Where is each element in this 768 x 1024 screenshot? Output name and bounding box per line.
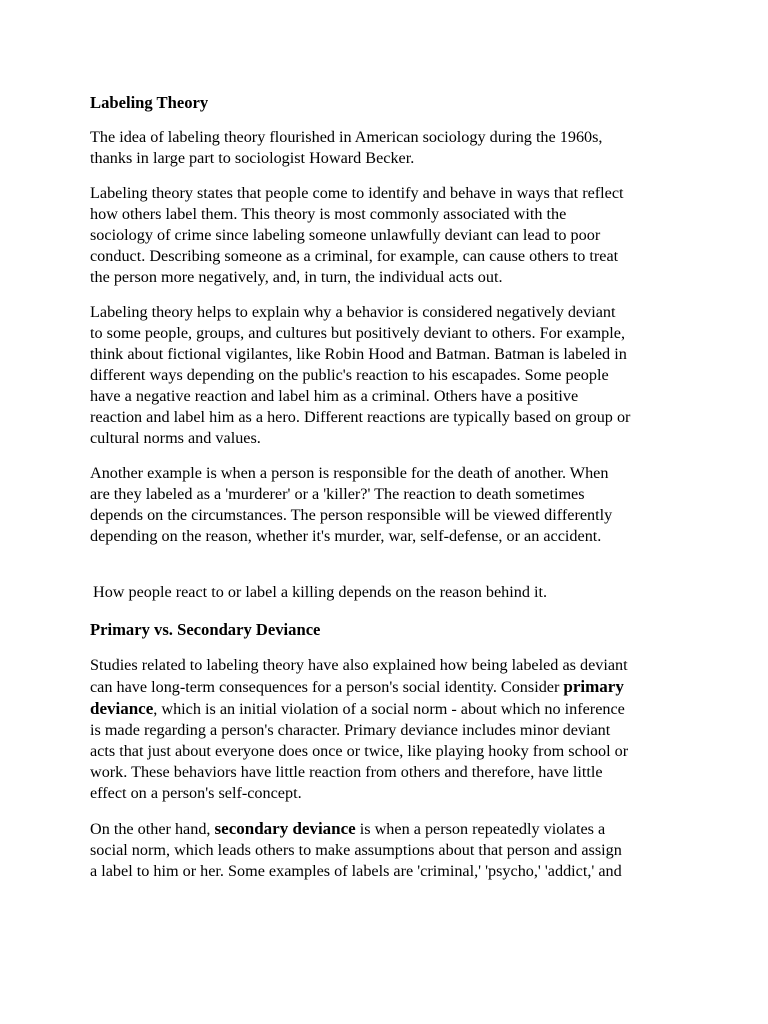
text-line: effect on a person's self-concept. — [90, 784, 302, 802]
text-line: Labeling theory states that people come to identify and behave in ways that reflect — [90, 184, 624, 202]
term-secondary-deviance: secondary deviance — [214, 819, 356, 838]
text-line: acts that just about everyone does once or twice, like playing hooky from school or — [90, 742, 629, 760]
text-line: deviance, which is an initial violation of a social norm - about which no inference — [90, 699, 625, 718]
document-page — [90, 92, 700, 882]
text-line: can have long-term consequences for a person's social identity. Consider primary — [90, 677, 624, 696]
image-caption: How people react to or label a killing depends on the reason behind it. — [93, 583, 548, 601]
text-line: depending on the reason, whether it's murder, war, self-defense, or an accident. — [90, 527, 602, 545]
text-line: depends on the circumstances. The person responsible will be viewed differently — [90, 506, 613, 524]
paragraph-vigilantes — [90, 302, 700, 449]
text-line: have a negative reaction and label him as a criminal. Others have a positive — [90, 387, 579, 405]
term-primary: primary — [563, 677, 624, 696]
text-line: the person more negatively, and, in turn, the individual acts out. — [90, 268, 503, 286]
paragraph-primary-deviance — [90, 655, 700, 804]
text-line: Labeling theory helps to explain why a behavior is considered negatively deviant — [90, 303, 616, 321]
text-line: how others label them. This theory is most commonly associated with the — [90, 205, 567, 223]
text-line: different ways depending on the public's reaction to his escapades. Some people — [90, 366, 609, 384]
text-line: sociology of crime since labeling someone unlawfully deviant can lead to poor — [90, 226, 601, 244]
paragraph-intro — [90, 127, 700, 169]
text-line: Another example is when a person is responsible for the death of another. When — [90, 464, 609, 482]
text-line: is made regarding a person's character. Primary deviance includes minor deviant — [90, 721, 611, 739]
text-line: The idea of labeling theory flourished in American sociology during the 1960s, — [90, 128, 603, 146]
text-line: Studies related to labeling theory have also explained how being labeled as deviant — [90, 656, 628, 674]
text-line: work. These behaviors have little reaction from others and therefore, have little — [90, 763, 603, 781]
text-line: a label to him or her. Some examples of labels are 'criminal,' 'psycho,' 'addict,' and — [90, 862, 622, 880]
paragraph-definition — [90, 183, 700, 288]
text-line: conduct. Describing someone as a criminal, for example, can cause others to treat — [90, 247, 619, 265]
text-line: On the other hand, secondary deviance is when a person repeatedly violates a — [90, 819, 606, 838]
paragraph-death-example — [90, 463, 700, 547]
text-line: cultural norms and values. — [90, 429, 261, 447]
text-line: reaction and label him as a hero. Different reactions are typically based on group or — [90, 408, 631, 426]
document-title: Labeling Theory — [90, 93, 209, 112]
text-line: social norm, which leads others to make assumptions about that person and assign — [90, 841, 622, 859]
paragraph-secondary-deviance — [90, 818, 700, 882]
text-line: think about fictional vigilantes, like Robin Hood and Batman. Batman is labeled in — [90, 345, 627, 363]
text-line: to some people, groups, and cultures but positively deviant to others. For example, — [90, 324, 625, 342]
text-line: are they labeled as a 'murderer' or a 'killer?' The reaction to death sometimes — [90, 485, 585, 503]
term-deviance: deviance — [90, 699, 154, 718]
text-line: thanks in large part to sociologist Howard Becker. — [90, 149, 415, 167]
section-subtitle: Primary vs. Secondary Deviance — [90, 620, 321, 639]
